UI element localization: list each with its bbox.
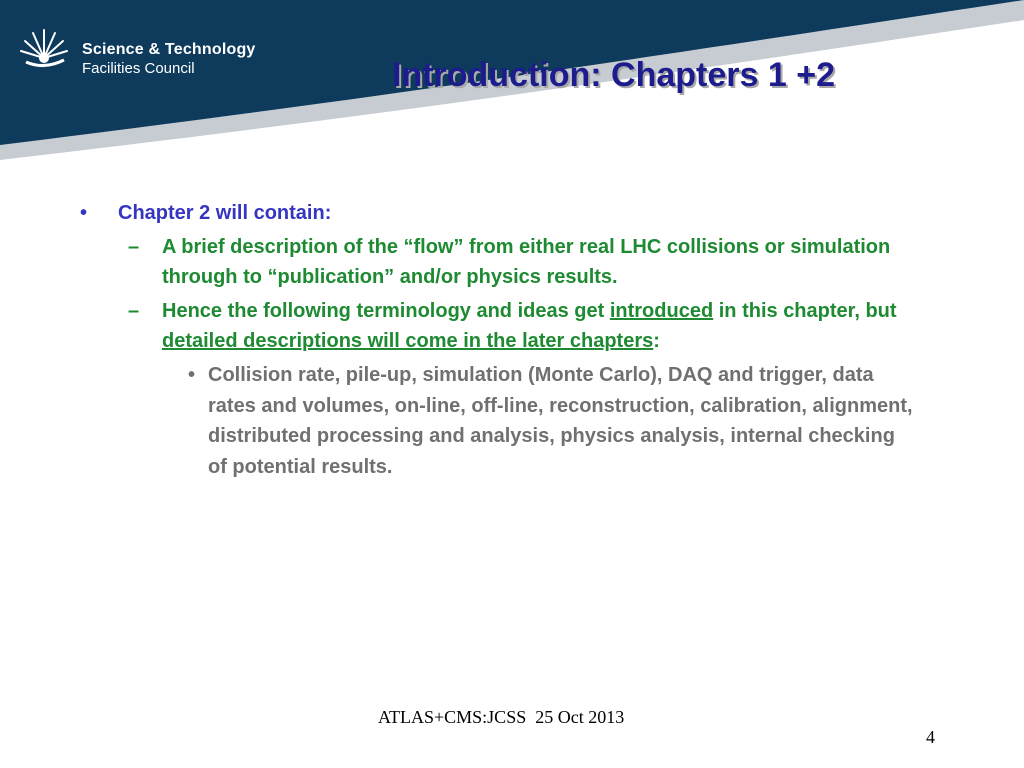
sub-bullet-text-part: : [653, 330, 660, 352]
sub-bullet-item [128, 232, 938, 292]
footer-text: ATLAS+CMS:JCSS 25 Oct 2013 [378, 707, 625, 727]
page-number: 4 [926, 727, 935, 747]
bullet-marker: • [80, 202, 88, 224]
underlined-text-introduced: introduced [609, 300, 714, 322]
stfc-logo [20, 22, 260, 82]
dash-marker: – [128, 236, 140, 258]
sub-sub-bullet-text: Collision rate, pile-up, simulation (Monte Carlo), DAQ and trigger, data rates and volumes, on-line, off-line, reconstruction, calibration, alignment, distributed processing and analysis, physics analysis, internal checking of potential results. [208, 364, 913, 478]
sub-bullet-item [128, 296, 938, 356]
logo-text-line1: Science & Technology [82, 41, 256, 58]
sub-bullet-text: A brief description of the “flow” from either real LHC collisions or simulation through to “publication” and/or physics results. [162, 236, 891, 288]
slide-title: Introduction: Chapters 1 +2 [392, 56, 835, 94]
underlined-text-detailed: detailed descriptions will come in the later chapters [162, 330, 654, 352]
bullet-item [78, 198, 938, 228]
sub-bullet-text-part: Hence the following terminology and ideas get [162, 300, 610, 322]
sunburst-icon [20, 24, 76, 80]
slide-content [78, 198, 938, 482]
sub-bullet-text-part: in this chapter, but [713, 300, 897, 322]
logo-text-line2: Facilities Council [82, 60, 195, 77]
bullet-text: Chapter 2 will contain: [118, 202, 332, 224]
sub-sub-bullet-item [188, 360, 918, 482]
dash-marker: – [128, 300, 140, 322]
small-bullet-marker: • [188, 364, 196, 386]
